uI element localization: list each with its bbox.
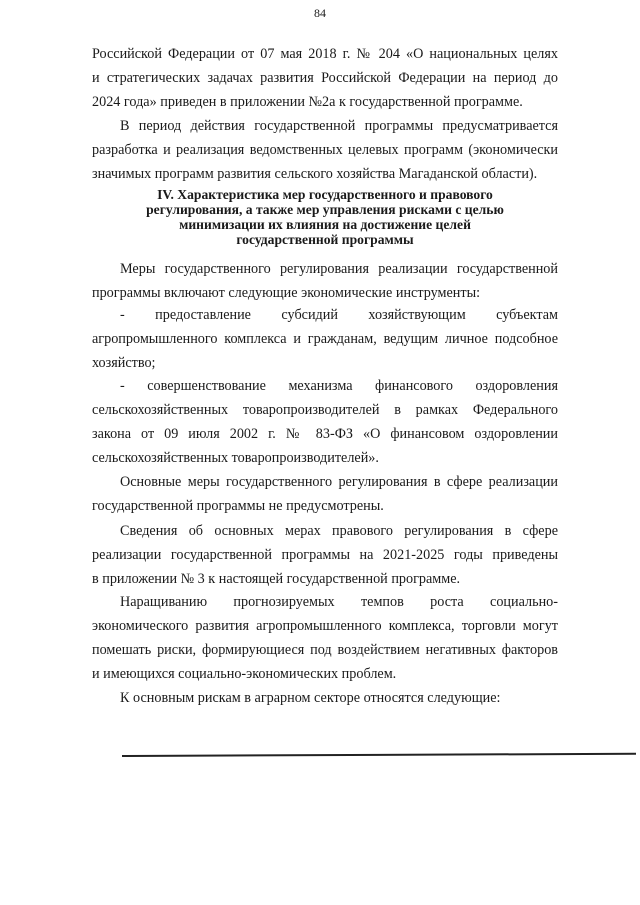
text-line: сельскохозяйственных товаропроизводителей». (92, 450, 379, 466)
text-line: Основные меры государственного регулирования в сфере реализации (120, 474, 558, 490)
text-line: экономического развития агропромышленного комплекса, торговли могут (92, 618, 558, 634)
text-line: и имеющихся социально-экономических проблем. (92, 666, 397, 682)
text-line: Наращиванию прогнозируемых темпов роста социально- (120, 594, 558, 610)
text-line: В период действия государственной программы предусматривается (120, 118, 558, 134)
heading-line: государственной программы (236, 232, 414, 247)
text-line: 2024 года» приведен в приложении №2а к государственной программе. (92, 94, 523, 110)
text-line: - совершенствование механизма финансового оздоровления (120, 378, 558, 394)
text-line: Российской Федерации от 07 мая 2018 г. № 204 «О национальных целях (92, 46, 558, 62)
text-line: закона от 09 июля 2002 г. № 83-ФЗ «О финансовом оздоровлении (92, 426, 558, 442)
text-line: Сведения об основных мерах правового регулирования в сфере (120, 523, 558, 539)
text-line: значимых программ развития сельского хозяйства Магаданской области). (92, 166, 538, 182)
text-line: помешать риски, формирующиеся под воздействием негативных факторов (92, 642, 558, 658)
text-line: в приложении № 3 к настоящей государственной программе. (92, 571, 461, 587)
heading-line: минимизации их влияния на достижение целей (179, 217, 471, 232)
heading-line: регулирования, а также мер управления рисками с целью (146, 202, 504, 217)
text-line: разработка и реализация ведомственных целевых программ (экономически (92, 142, 558, 158)
text-line: программы включают следующие экономические инструменты: (92, 285, 481, 301)
text-line: К основным рискам в аграрном секторе относятся следующие: (120, 690, 501, 706)
text-line: реализации государственной программы на 2021-2025 годы приведены (92, 547, 558, 563)
heading-line: IV. Характеристика мер государственного и правового (157, 187, 493, 202)
text-line: хозяйство; (92, 355, 156, 371)
text-line: и стратегических задачах развития Российской Федерации на период до (92, 70, 558, 86)
page-number: 84 (314, 6, 326, 20)
text-line: Меры государственного регулирования реализации государственной (120, 261, 558, 277)
text-line: государственной программы не предусмотрены. (92, 498, 384, 514)
text-line: - предоставление субсидий хозяйствующим субъектам (120, 307, 558, 323)
text-line: сельскохозяйственных товаропроизводителей в рамках Федерального (92, 402, 558, 418)
footer-divider (122, 753, 636, 757)
text-line: агропромышленного комплекса и гражданам, ведущим личное подсобное (92, 331, 558, 347)
